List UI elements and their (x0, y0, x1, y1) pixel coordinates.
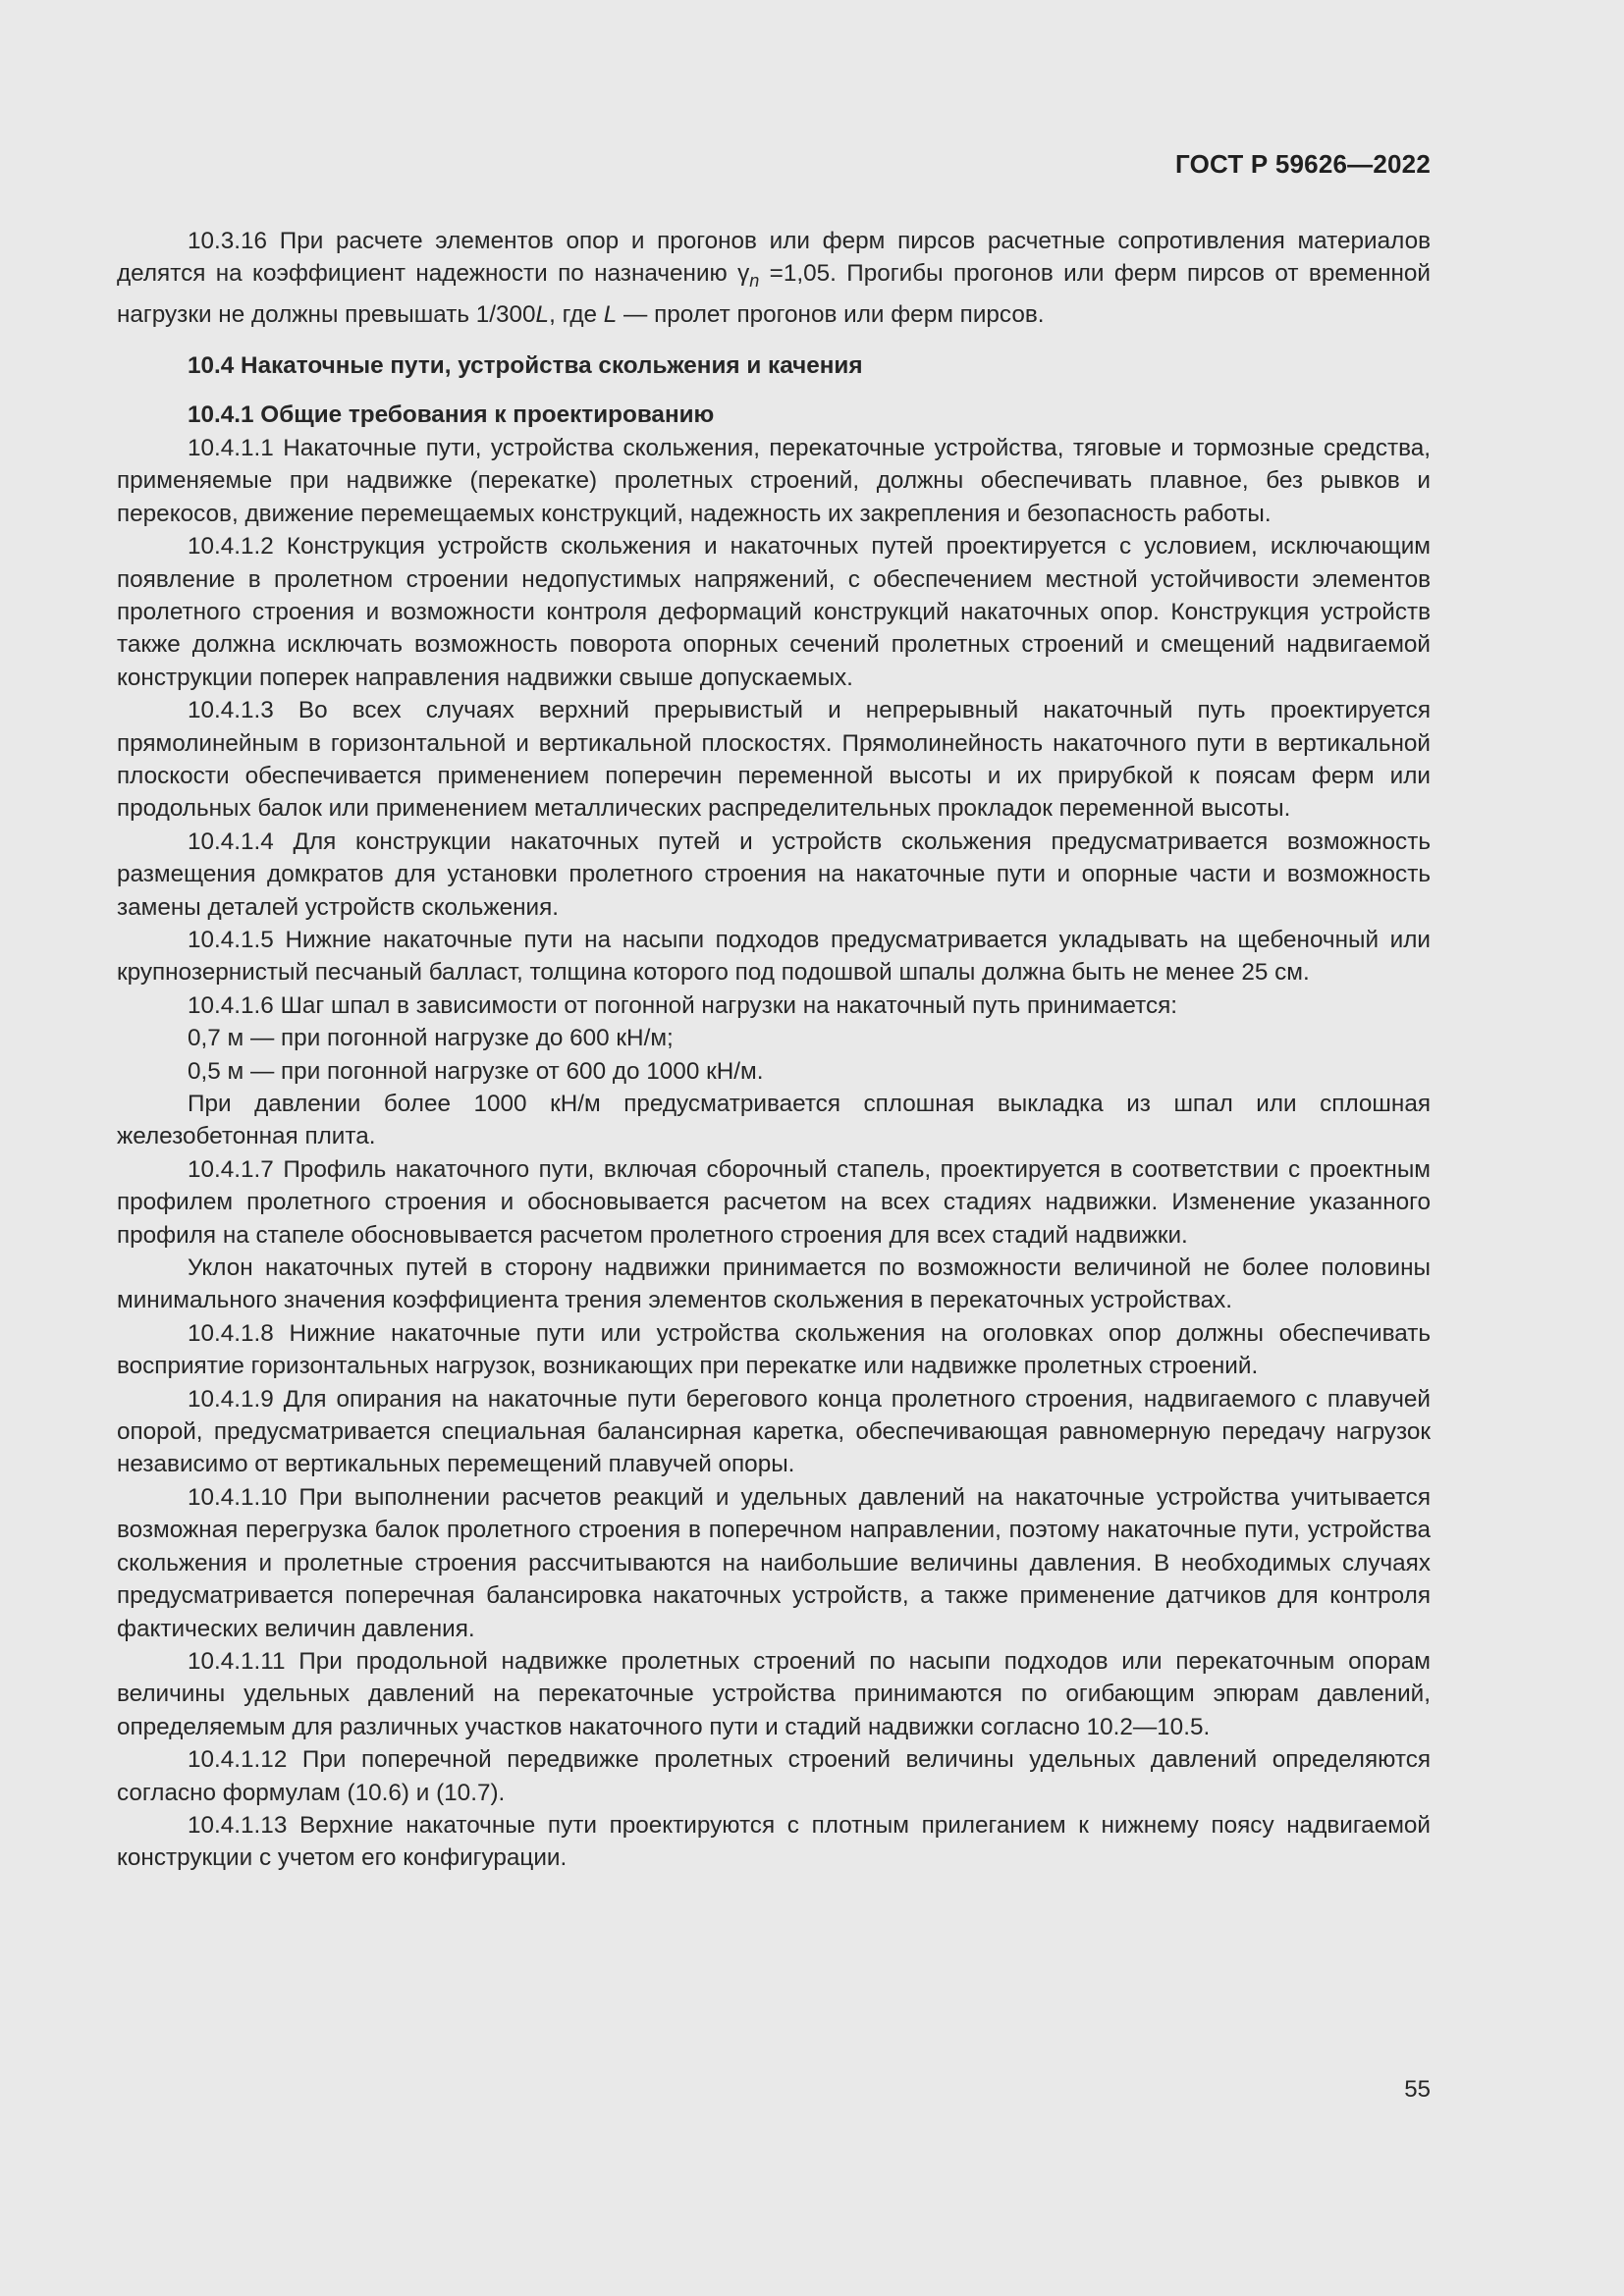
section-heading-10-4: 10.4 Накаточные пути, устройства скольжения и качения (188, 352, 863, 380)
body-paragraph: 10.4.1.12 При поперечной передвижке пролетных строений величины удельных давлений определяются согласно формулам (10.6) и (10.7). (117, 1746, 1431, 1806)
body-paragraph: 10.4.1.3 Во всех случаях верхний прерывистый и непрерывный накаточный путь проектируется прямолинейным в горизонтальной и вертикальной плоскостях. Прямолинейность накаточного пути в вертикальной плоскости обеспечивается применением поперечин переменной высоты и их прирубкой к поясам ферм или продольных балок или применением металлических распределительных прокладок переменной высоты. (117, 697, 1431, 823)
text-fragment: , где (549, 300, 604, 328)
body-paragraph: 0,7 м — при погонной нагрузке до 600 кН/м; (188, 1025, 674, 1052)
paragraph-list (117, 432, 1431, 1875)
body-paragraph: 10.4.1.2 Конструкция устройств скольжения и накаточных путей проектируется с условием, исключающим появление в пролетном строении недопустимых напряжений, с обеспечением местной устойчивости элементов пролетного строения и возможности контроля деформаций конструкций накаточных опор. Конструкция устройств также должна исключать возможность поворота опорных сечений пролетных строений и смещений надвигаемой конструкции поперек направления надвижки свыше допускаемых. (117, 533, 1431, 691)
body-paragraph: Уклон накаточных путей в сторону надвижки принимается по возможности величиной не более половины минимального значения коэффициента трения элементов скольжения в перекаточных устройствах. (117, 1255, 1431, 1314)
body-paragraph: 10.4.1.7 Профиль накаточного пути, включая сборочный стапель, проектируется в соответствии с проектным профилем пролетного строения и обосновывается расчетом на всех стадиях надвижки. Изменение указанного профиля на стапеле обосновывается расчетом пролетного строения для всех стадий надвижки. (117, 1155, 1431, 1249)
gamma-symbol: γ (737, 260, 750, 288)
span-variable: L (535, 300, 550, 328)
body-paragraph: 10.4.1.13 Верхние накаточные пути проектируются с плотным прилеганием к нижнему поясу надвигаемой конструкции с учетом его конфигурации. (117, 1811, 1431, 1872)
text-fragment: =1,05. Прогибы прогонов или ферм пирсов от временной нагрузки не должны превышать 1/300 (117, 260, 1431, 328)
body-paragraph: 10.4.1.6 Шаг шпал в зависимости от погонной нагрузки на накаточный путь принимается: (188, 991, 1178, 1019)
text-fragment: 10.3.16 При расчете элементов опор и прогонов или ферм пирсов расчетные сопротивления материалов делятся на коэффициент надежности по назначению (117, 228, 1431, 288)
body-paragraph: 10.4.1.8 Нижние накаточные пути или устройства скольжения на оголовках опор должны обеспечивать восприятие горизонтальных нагрузок, возникающих при перекатке или надвижке пролетных строений. (117, 1319, 1431, 1380)
subsection-heading-10-4-1: 10.4.1 Общие требования к проектированию (188, 401, 715, 429)
gamma-subscript: n (749, 271, 760, 292)
span-variable: L (603, 300, 618, 328)
body-paragraph: 10.4.1.11 При продольной надвижке пролетных строений по насыпи подходов или перекаточным опорам величины удельных давлений на перекаточные устройства принимаются по огибающим эпюрам давлений, определяемым для различных участков накаточного пути и стадий надвижки согласно 10.2—10.5. (117, 1647, 1431, 1740)
body-paragraph: При давлении более 1000 кН/м предусматривается сплошная выкладка из шпал или сплошная железобетонная плита. (117, 1091, 1431, 1150)
text-fragment: — пролет прогонов или ферм пирсов. (617, 300, 1045, 328)
body-paragraph: 10.4.1.4 Для конструкции накаточных путей и устройств скольжения предусматривается возможность размещения домкратов для установки пролетного строения на накаточные пути и опорные части и возможность замены деталей устройств скольжения. (117, 828, 1431, 921)
page-number: 55 (1404, 2076, 1431, 2103)
body-paragraph: 10.4.1.1 Накаточные пути, устройства скольжения, перекаточные устройства, тяговые и тормозные средства, применяемые при надвижке (перекатке) пролетных строений, должны обеспечивать плавное, без рывков и перекосов, движение перемещаемых конструкций, надежность их закрепления и безопасность работы. (117, 434, 1431, 527)
document-header: ГОСТ Р 59626—2022 (1175, 149, 1431, 179)
body-paragraph: 0,5 м — при погонной нагрузке от 600 до 1000 кН/м. (188, 1057, 764, 1085)
body-paragraph: 10.4.1.10 При выполнении расчетов реакций и удельных давлений на накаточные устройства учитывается возможная перегрузка балок пролетного строения в поперечном направлении, поэтому накаточные пути, устройства скольжения и пролетные строения рассчитываются на наибольшие величины давления. В необходимых случаях предусматривается поперечная балансировка накаточных устройств, а также применение датчиков для контроля фактических величин давления. (117, 1483, 1431, 1642)
document-body (117, 225, 1431, 1875)
body-paragraph: 10.4.1.5 Нижние накаточные пути на насыпи подходов предусматривается укладывать на щебеночный или крупнозернистый песчаный балласт, толщина которого под подошвой шпалы должна быть не менее 25 см. (117, 926, 1431, 987)
body-paragraph: 10.4.1.9 Для опирания на накаточные пути берегового конца пролетного строения, надвигаемого с плавучей опорой, предусматривается специальная балансирная каретка, обеспечивающая равномерную передачу нагрузок независимо от вертикальных перемещений плавучей опоры. (117, 1385, 1431, 1478)
paragraph-10-3-16 (117, 225, 1431, 331)
